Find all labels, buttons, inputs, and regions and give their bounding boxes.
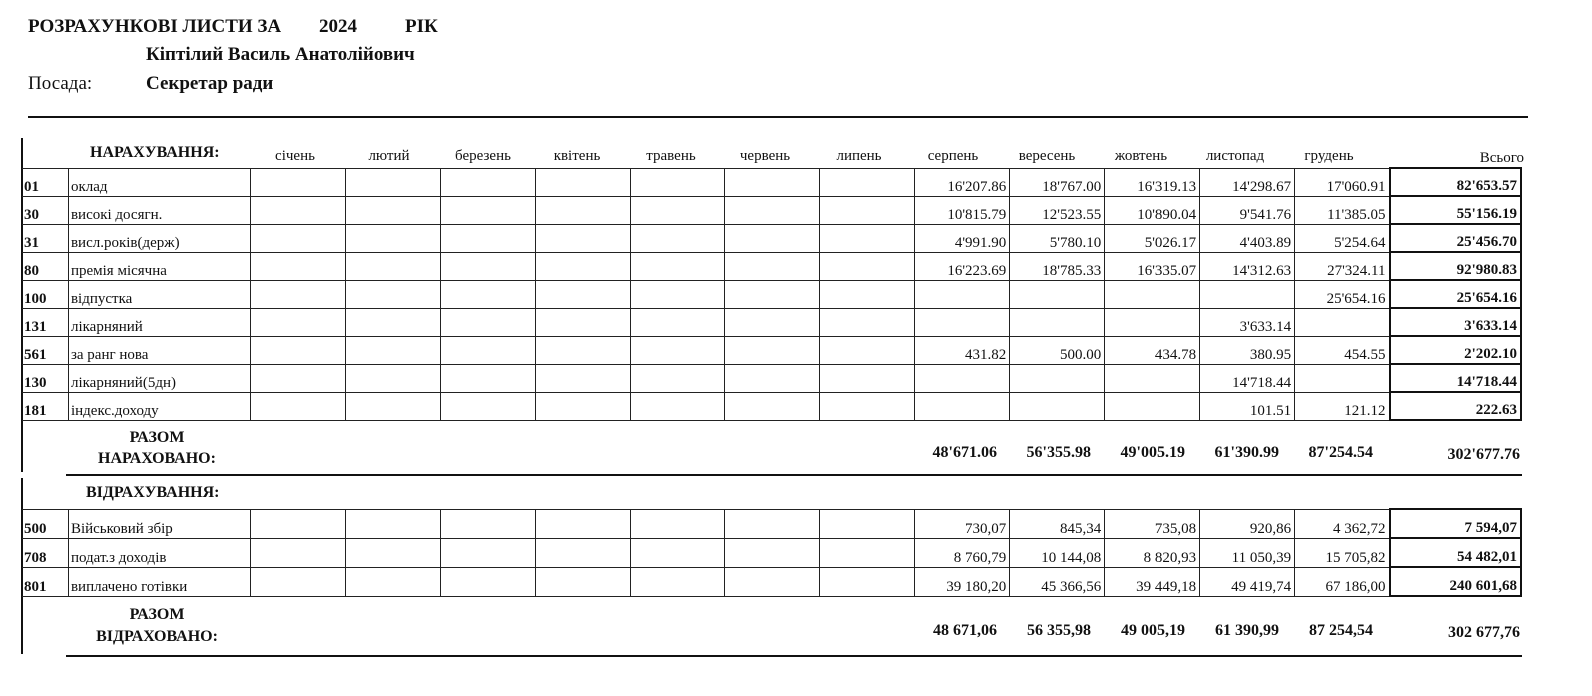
month-value-cell: 12'523.55 [1010,196,1105,224]
month-value-cell [725,252,820,280]
month-value-cell: 8 760,79 [915,538,1010,567]
month-value-cell [1010,364,1105,392]
month-header: жовтень [1114,148,1168,164]
month-value-cell [1010,308,1105,336]
document-title: РОЗРАХУНКОВІ ЛИСТИ ЗА [28,16,282,37]
month-value-cell [250,308,345,336]
month-value-cell [440,308,535,336]
table-row [22,280,1521,308]
row-code: 130 [22,364,68,392]
month-value-cell: 5'780.10 [1010,224,1105,252]
accruals-title: НАРАХУВАННЯ: [90,144,220,161]
table-row [22,567,1521,596]
month-value-cell [725,280,820,308]
month-value-cell [440,168,535,196]
month-value-cell: 18'767.00 [1010,168,1105,196]
month-value-cell [250,168,345,196]
month-value-cell: 14'298.67 [1200,168,1295,196]
month-value-cell [1105,364,1200,392]
month-value-cell: 10'815.79 [915,196,1010,224]
row-name: премія місячна [68,252,250,280]
row-code: 708 [22,538,68,567]
month-value-cell [820,168,915,196]
monthly-sum-value: 49 005,19 [1121,622,1185,639]
employee-name: Кіптілий Василь Анатолійович [146,44,415,65]
row-total: 222.63 [1390,392,1521,420]
month-value-cell [820,336,915,364]
month-value-cell [345,392,440,420]
row-code: 131 [22,308,68,336]
row-name: висл.років(держ) [68,224,250,252]
month-value-cell [820,224,915,252]
month-value-cell [345,538,440,567]
row-name: оклад [68,168,250,196]
month-value-cell [440,252,535,280]
month-value-cell: 18'785.33 [1010,252,1105,280]
month-value-cell [630,567,725,596]
month-header: червень [739,148,791,164]
month-value-cell [250,224,345,252]
month-value-cell [820,509,915,538]
month-value-cell: 49 419,74 [1200,567,1295,596]
month-value-cell [630,196,725,224]
month-value-cell [345,336,440,364]
position-label: Посада: [28,73,93,94]
month-value-cell [1200,280,1295,308]
row-total: 54 482,01 [1390,538,1521,567]
month-header: вересень [1018,148,1076,164]
month-value-cell: 17'060.91 [1295,168,1390,196]
month-value-cell [440,280,535,308]
month-value-cell: 67 186,00 [1295,567,1390,596]
month-value-cell [630,252,725,280]
month-value-cell [820,308,915,336]
month-value-cell [250,280,345,308]
month-value-cell [725,336,820,364]
month-value-cell [535,538,630,567]
deductions-sum-label-2: ВІДРАХОВАНО: [96,628,218,645]
month-value-cell [630,538,725,567]
month-value-cell [1105,308,1200,336]
row-total: 55'156.19 [1390,196,1521,224]
deductions-sum-underline [66,655,1522,657]
month-value-cell: 3'633.14 [1200,308,1295,336]
month-value-cell [725,168,820,196]
accruals-sum-label-1: РАЗОМ [129,429,185,446]
month-value-cell [535,392,630,420]
row-total: 25'654.16 [1390,280,1521,308]
month-value-cell [345,280,440,308]
month-value-cell: 9'541.76 [1200,196,1295,224]
month-value-cell: 4'991.90 [915,224,1010,252]
accruals-table [22,167,1522,421]
row-total: 240 601,68 [1390,567,1521,596]
month-value-cell: 434.78 [1105,336,1200,364]
month-value-cell: 4 362,72 [1295,509,1390,538]
row-code: 30 [22,196,68,224]
month-value-cell: 11 050,39 [1200,538,1295,567]
table-row [22,392,1521,420]
month-value-cell: 11'385.05 [1295,196,1390,224]
row-code: 500 [22,509,68,538]
month-value-cell: 16'335.07 [1105,252,1200,280]
row-name: лікарняний(5дн) [68,364,250,392]
table-row [22,538,1521,567]
month-value-cell [725,509,820,538]
month-value-cell: 16'207.86 [915,168,1010,196]
month-value-cell: 10'890.04 [1105,196,1200,224]
deductions-table [22,508,1522,597]
month-value-cell: 4'403.89 [1200,224,1295,252]
monthly-sum-value: 49'005.19 [1120,444,1185,461]
document-year: 2024 [319,16,357,37]
month-header: липень [836,148,882,164]
row-code: 01 [22,168,68,196]
month-value-cell [915,308,1010,336]
month-value-cell [725,567,820,596]
position-value: Секретар ради [146,73,274,94]
month-value-cell [725,308,820,336]
table-row [22,509,1521,538]
total-header: Всього [1479,150,1524,166]
month-value-cell [1295,308,1390,336]
monthly-sum-value: 61'390.99 [1214,444,1279,461]
month-value-cell [820,392,915,420]
deductions-title: ВІДРАХУВАННЯ: [86,484,220,501]
month-value-cell: 14'312.63 [1200,252,1295,280]
row-name: Військовий збір [68,509,250,538]
month-value-cell: 845,34 [1010,509,1105,538]
month-value-cell [535,196,630,224]
month-value-cell [820,196,915,224]
row-total: 14'718.44 [1390,364,1521,392]
row-name: відпустка [68,280,250,308]
month-value-cell [630,364,725,392]
month-header: грудень [1304,148,1354,164]
row-code: 100 [22,280,68,308]
month-value-cell: 39 180,20 [915,567,1010,596]
month-value-cell: 454.55 [1295,336,1390,364]
month-value-cell [250,336,345,364]
month-value-cell [725,196,820,224]
month-value-cell [440,567,535,596]
row-total: 92'980.83 [1390,252,1521,280]
monthly-sum-value: 56'355.98 [1026,444,1091,461]
month-value-cell [915,392,1010,420]
row-total: 7 594,07 [1390,509,1521,538]
month-value-cell [1105,392,1200,420]
row-code: 561 [22,336,68,364]
month-value-cell: 101.51 [1200,392,1295,420]
month-value-cell [345,224,440,252]
month-value-cell [535,252,630,280]
month-value-cell [630,336,725,364]
month-value-cell [725,364,820,392]
month-value-cell [345,168,440,196]
row-name: за ранг нова [68,336,250,364]
monthly-sum-value: 48'671.06 [932,444,997,461]
month-value-cell [630,392,725,420]
month-value-cell: 39 449,18 [1105,567,1200,596]
month-value-cell [535,567,630,596]
row-name: високі досягн. [68,196,250,224]
row-code: 801 [22,567,68,596]
deductions-sum-label-1: РАЗОМ [129,606,185,623]
table-row [22,364,1521,392]
monthly-sum-value: 56 355,98 [1027,622,1091,639]
row-total: 2'202.10 [1390,336,1521,364]
month-value-cell [820,252,915,280]
month-value-cell: 16'319.13 [1105,168,1200,196]
month-value-cell [440,364,535,392]
row-total: 3'633.14 [1390,308,1521,336]
month-value-cell: 27'324.11 [1295,252,1390,280]
month-value-cell [535,509,630,538]
accruals-sum-underline [66,474,1522,476]
month-value-cell [440,336,535,364]
month-value-cell [820,280,915,308]
month-value-cell [250,567,345,596]
month-value-cell [345,364,440,392]
month-value-cell [345,196,440,224]
month-header: лютий [368,148,410,164]
month-header: травень [646,148,696,164]
month-value-cell [1295,364,1390,392]
deductions-sum-total: 302 677,76 [1448,624,1520,641]
month-value-cell: 8 820,93 [1105,538,1200,567]
month-value-cell [250,538,345,567]
month-value-cell: 500.00 [1010,336,1105,364]
month-value-cell [725,392,820,420]
month-value-cell [630,308,725,336]
monthly-sum-value: 61 390,99 [1215,622,1279,639]
month-value-cell: 10 144,08 [1010,538,1105,567]
month-value-cell [725,538,820,567]
month-value-cell [250,196,345,224]
month-value-cell [915,364,1010,392]
row-name: виплачено готівки [68,567,250,596]
month-value-cell [915,280,1010,308]
month-value-cell [440,509,535,538]
month-value-cell: 5'026.17 [1105,224,1200,252]
month-value-cell: 730,07 [915,509,1010,538]
month-value-cell [820,567,915,596]
month-header: січень [275,148,315,164]
month-value-cell: 16'223.69 [915,252,1010,280]
month-value-cell: 14'718.44 [1200,364,1295,392]
month-value-cell [535,364,630,392]
month-value-cell: 735,08 [1105,509,1200,538]
month-value-cell [630,168,725,196]
month-value-cell [250,364,345,392]
document-year-suffix: РІК [405,16,438,37]
month-value-cell [250,392,345,420]
monthly-sum-value: 87'254.54 [1308,444,1373,461]
table-row [22,308,1521,336]
month-value-cell [535,280,630,308]
row-code: 31 [22,224,68,252]
table-row [22,168,1521,196]
month-value-cell [440,538,535,567]
month-value-cell [440,196,535,224]
row-code: 181 [22,392,68,420]
row-total: 25'456.70 [1390,224,1521,252]
month-value-cell [630,224,725,252]
month-value-cell: 15 705,82 [1295,538,1390,567]
month-value-cell [820,538,915,567]
table-row [22,224,1521,252]
month-value-cell: 920,86 [1200,509,1295,538]
month-value-cell [630,509,725,538]
month-value-cell [535,336,630,364]
month-value-cell [1105,280,1200,308]
row-total: 82'653.57 [1390,168,1521,196]
month-value-cell [345,509,440,538]
row-name: лікарняний [68,308,250,336]
month-value-cell [535,308,630,336]
month-value-cell: 431.82 [915,336,1010,364]
month-value-cell: 45 366,56 [1010,567,1105,596]
header-divider [28,116,1528,118]
month-value-cell: 25'654.16 [1295,280,1390,308]
month-value-cell [820,364,915,392]
table-row [22,252,1521,280]
monthly-sum-value: 48 671,06 [933,622,997,639]
month-value-cell [250,509,345,538]
month-value-cell [535,224,630,252]
month-header: березень [455,148,511,164]
month-header: серпень [927,148,979,164]
table-row [22,336,1521,364]
accruals-sum-label-2: НАРАХОВАНО: [98,450,216,467]
table-row [22,196,1521,224]
accruals-sum-total: 302'677.76 [1447,446,1520,463]
month-value-cell [345,308,440,336]
month-header: листопад [1205,148,1265,164]
month-value-cell [725,224,820,252]
month-value-cell [440,392,535,420]
month-value-cell: 5'254.64 [1295,224,1390,252]
month-value-cell [345,252,440,280]
row-name: індекс.доходу [68,392,250,420]
row-name: подат.з доходів [68,538,250,567]
month-value-cell [1010,280,1105,308]
month-value-cell: 121.12 [1295,392,1390,420]
month-value-cell [535,168,630,196]
month-value-cell [630,280,725,308]
month-value-cell [250,252,345,280]
month-value-cell [1010,392,1105,420]
month-value-cell: 380.95 [1200,336,1295,364]
monthly-sum-value: 87 254,54 [1309,622,1373,639]
month-header: квітень [553,148,601,164]
month-value-cell [440,224,535,252]
month-value-cell [345,567,440,596]
row-code: 80 [22,252,68,280]
